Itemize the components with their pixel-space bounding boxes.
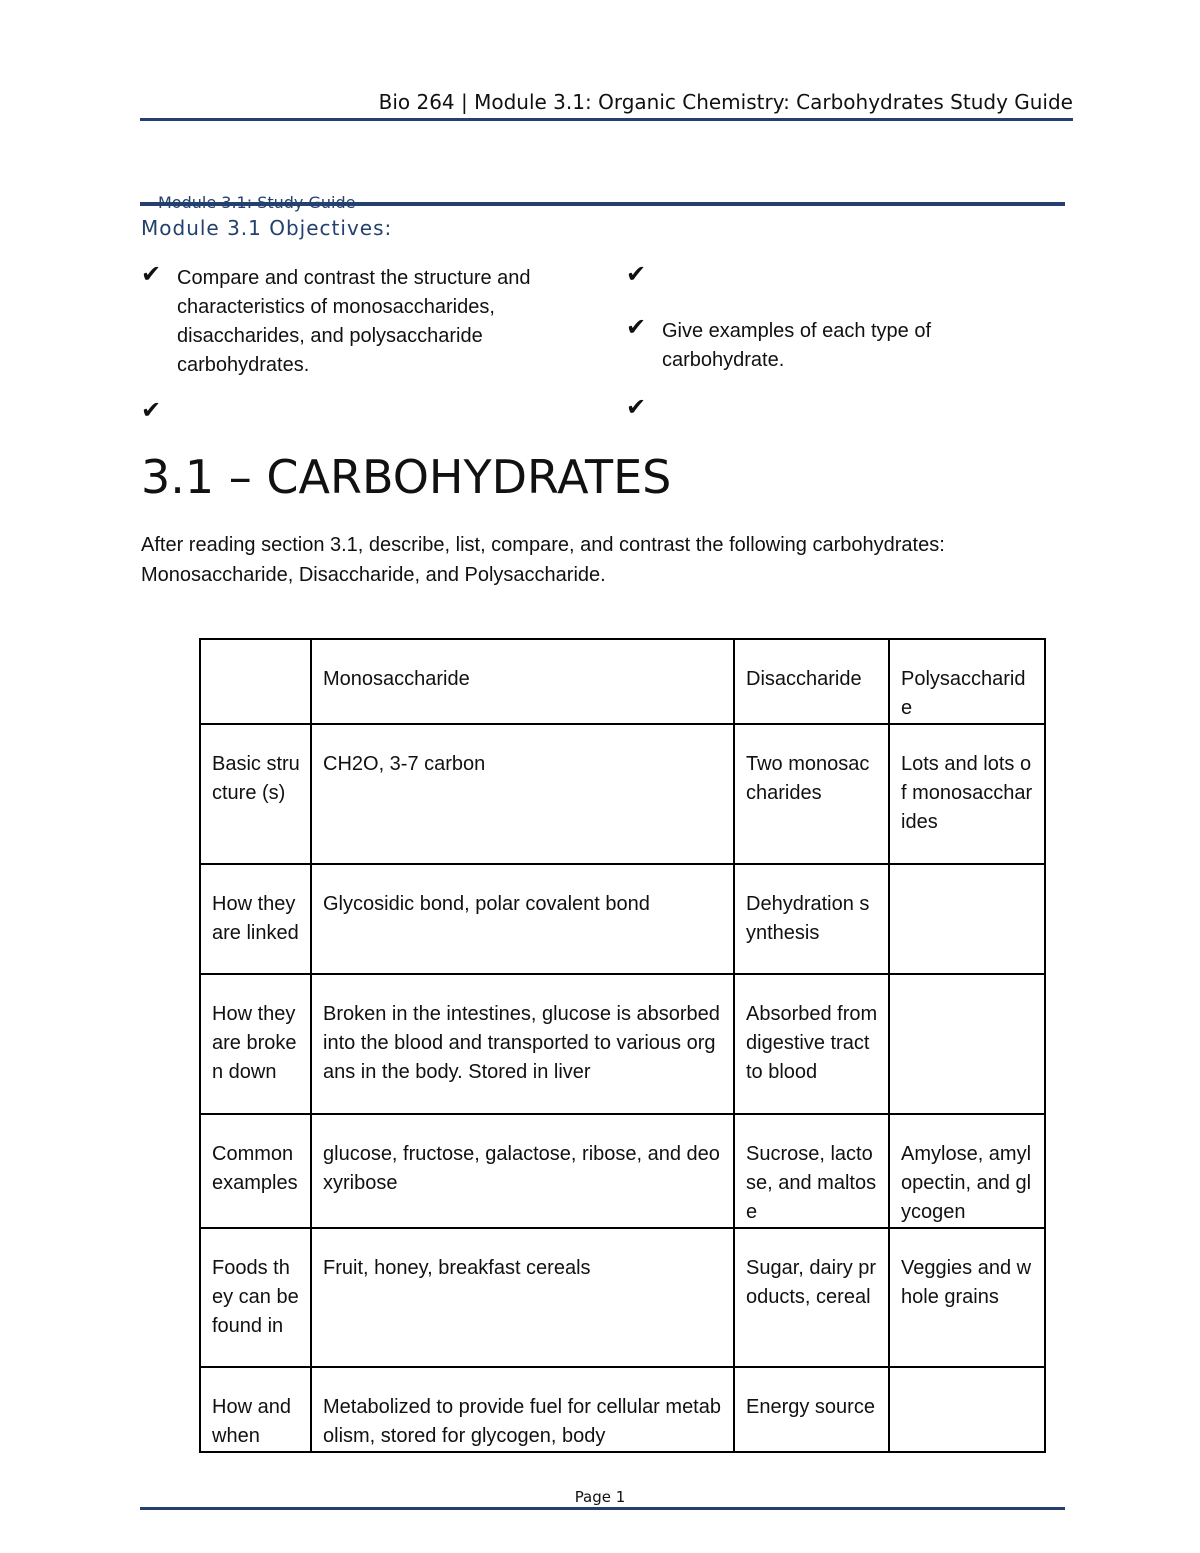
objectives-heading: Module 3.1 Objectives: [141, 216, 393, 240]
table-row [200, 1367, 1045, 1452]
checkmark-icon: ✔ [141, 260, 162, 288]
table-header-cell: Monosaccharide [311, 639, 734, 724]
table-cell: Two monosaccharides [734, 724, 889, 864]
checkmark-icon: ✔ [626, 393, 647, 421]
table-cell: Veggies and whole grains [889, 1228, 1045, 1367]
page-header-title: Bio 264 | Module 3.1: Organic Chemistry: Carbohydrates Study Guide [378, 90, 1073, 114]
checkmark-icon: ✔ [141, 396, 162, 424]
table-header-row [200, 639, 1045, 724]
table-header-cell: Polysaccharide [889, 639, 1045, 724]
section-title: 3.1 – CARBOHYDRATES [141, 450, 672, 504]
table-row [200, 1114, 1045, 1228]
table-cell: Glycosidic bond, polar covalent bond [311, 864, 734, 974]
page-number: Page 1 [574, 1488, 626, 1506]
table-cell: Metabolized to provide fuel for cellular metabolism, stored for glycogen, body [311, 1367, 734, 1452]
checkmark-icon: ✔ [626, 260, 647, 288]
table-row [200, 974, 1045, 1114]
table-cell: Lots and lots of monosaccharides [889, 724, 1045, 864]
table-cell: Sucrose, lactose, and maltose [734, 1114, 889, 1228]
table-cell [889, 1367, 1045, 1452]
table-cell: Absorbed from digestive tract to blood [734, 974, 889, 1114]
table-header-cell [200, 639, 311, 724]
table-row [200, 724, 1045, 864]
row-label-cell: Basic structure (s) [200, 724, 311, 864]
table-cell: Broken in the intestines, glucose is absorbed into the blood and transported to various organs in the body. Stored in liver [311, 974, 734, 1114]
module-divider [140, 202, 1065, 206]
table-cell [889, 974, 1045, 1114]
row-label-cell: Common examples [200, 1114, 311, 1228]
header-divider [140, 118, 1073, 121]
row-label-cell: How they are broken down [200, 974, 311, 1114]
table-cell: CH2O, 3-7 carbon [311, 724, 734, 864]
checkmark-icon: ✔ [626, 313, 647, 341]
objective-text: Give examples of each type of carbohydrate. [662, 320, 932, 371]
footer-divider [140, 1507, 1065, 1510]
objective-text: Compare and contrast the structure and characteristics of monosaccharides, disaccharides, and polysaccharide carbohydrates. [177, 267, 531, 376]
table-cell: Energy source [734, 1367, 889, 1452]
table-row [200, 864, 1045, 974]
row-label-cell: How they are linked [200, 864, 311, 974]
table-cell: Sugar, dairy products, cereal [734, 1228, 889, 1367]
table-cell: glucose, fructose, galactose, ribose, and deoxyribose [311, 1114, 734, 1228]
row-label-cell: Foods they can be found in [200, 1228, 311, 1367]
table-cell [889, 864, 1045, 974]
table-cell: Dehydration synthesis [734, 864, 889, 974]
table-cell: Fruit, honey, breakfast cereals [311, 1228, 734, 1367]
table-row [200, 1228, 1045, 1367]
table-header-cell: Disaccharide [734, 639, 889, 724]
section-intro: After reading section 3.1, describe, list, compare, and contrast the following carbohydrates: Monosaccharide, Disaccharide, and Polysaccharide. [141, 534, 945, 586]
carbohydrate-comparison-table [199, 638, 1046, 1453]
table-cell: Amylose, amylopectin, and glycogen [889, 1114, 1045, 1228]
row-label-cell: How and when [200, 1367, 311, 1452]
